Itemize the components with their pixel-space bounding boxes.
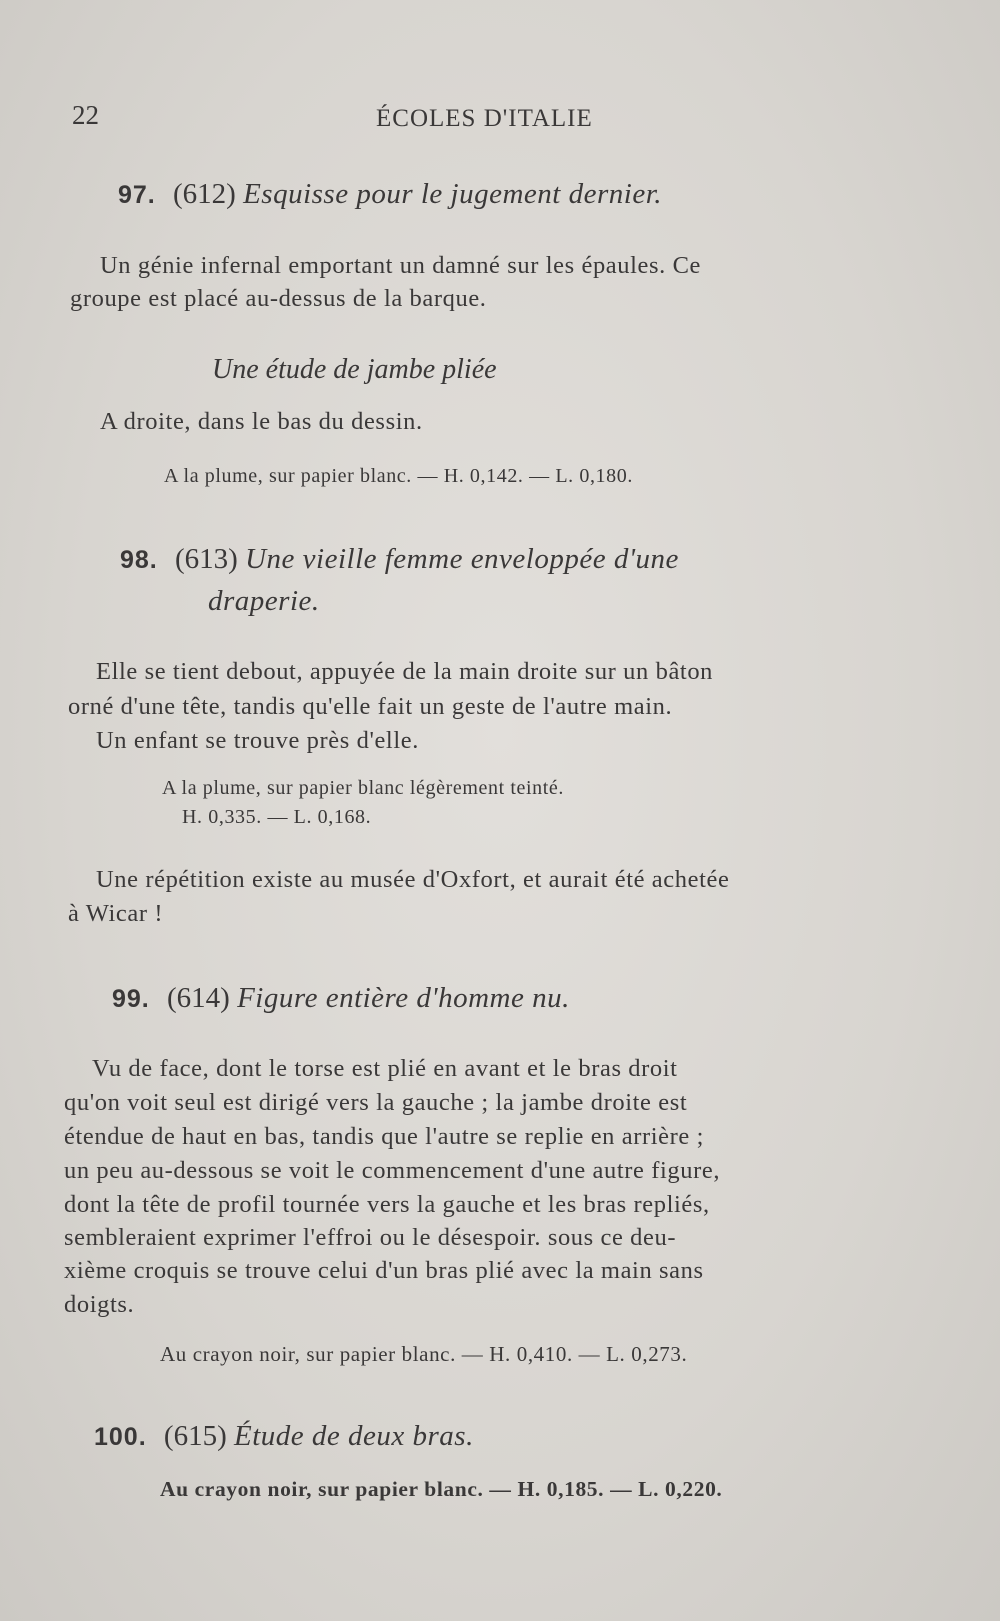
- entry-98-note-line: Une répétition existe au musée d'Oxfort, et aurait été achetée: [96, 866, 730, 893]
- entry-97-technique: A la plume, sur papier blanc. — H. 0,142. — L. 0,180.: [164, 465, 633, 487]
- entry-98-desc-line: orné d'une tête, tandis qu'elle fait un geste de l'autre main.: [68, 693, 673, 720]
- entry-99-title: Figure entière d'homme nu.: [237, 982, 570, 1014]
- entry-100-number: 100.: [94, 1423, 147, 1451]
- entry-98-ref: (613): [175, 543, 238, 575]
- entry-100-heading: [94, 1420, 474, 1453]
- entry-99-desc-line: doigts.: [64, 1291, 135, 1318]
- entry-99-desc-line: sembleraient exprimer l'effroi ou le désespoir. sous ce deu-: [64, 1224, 677, 1251]
- entry-97-desc-line: groupe est placé au-dessus de la barque.: [70, 285, 487, 312]
- entry-99-desc-line: qu'on voit seul est dirigé vers la gauche ; la jambe droite est: [64, 1089, 688, 1116]
- entry-99-desc-line: Vu de face, dont le torse est plié en avant et le bras droit: [92, 1055, 678, 1082]
- entry-97-desc-line: Un génie infernal emportant un damné sur les épaules. Ce: [100, 252, 701, 279]
- page-number: 22: [72, 100, 99, 130]
- running-title: ÉCOLES D'ITALIE: [376, 105, 593, 132]
- entry-98-desc-line: Un enfant se trouve près d'elle.: [96, 727, 419, 754]
- entry-98-title: Une vieille femme enveloppée d'une: [245, 543, 679, 575]
- entry-99-ref: (614): [167, 982, 230, 1014]
- entry-98-heading-continued: [208, 585, 320, 618]
- entry-99-desc-line: dont la tête de profil tournée vers la gauche et les bras repliés,: [64, 1191, 710, 1218]
- entry-99-number: 99.: [112, 985, 150, 1013]
- entry-98-note-line: à Wicar !: [68, 900, 164, 927]
- entry-98-dimensions: H. 0,335. — L. 0,168.: [182, 806, 372, 828]
- entry-97-sub-desc: A droite, dans le bas du dessin.: [100, 408, 423, 435]
- entry-98-heading: [120, 543, 679, 576]
- entry-100-technique: Au crayon noir, sur papier blanc. — H. 0,185. — L. 0,220.: [160, 1477, 723, 1501]
- entry-99-technique: Au crayon noir, sur papier blanc. — H. 0,410. — L. 0,273.: [160, 1342, 688, 1366]
- entry-97-ref: (612): [173, 178, 236, 210]
- entry-100-ref: (615): [163, 1420, 227, 1452]
- entry-99-heading: [112, 982, 570, 1015]
- entry-98-technique: A la plume, sur papier blanc légèrement teinté.: [162, 777, 564, 799]
- entry-98-desc-line: Elle se tient debout, appuyée de la main droite sur un bâton: [96, 658, 714, 685]
- entry-98-number: 98.: [120, 546, 158, 574]
- entry-97-heading: [118, 178, 662, 211]
- entry-97-subtitle: Une étude de jambe pliée: [212, 354, 497, 385]
- entry-99-desc-line: un peu au-dessous se voit le commencement d'une autre figure,: [64, 1157, 721, 1184]
- entry-98-title-continued: draperie.: [208, 585, 320, 617]
- entry-99-desc-line: xième croquis se trouve celui d'un bras plié avec la main sans: [64, 1257, 704, 1284]
- entry-97-number: 97.: [118, 181, 156, 209]
- entry-99-desc-line: étendue de haut en bas, tandis que l'autre se replie en arrière ;: [64, 1123, 704, 1150]
- entry-97-title: Esquisse pour le jugement dernier.: [243, 178, 663, 210]
- entry-100-title: Étude de deux bras.: [234, 1420, 474, 1452]
